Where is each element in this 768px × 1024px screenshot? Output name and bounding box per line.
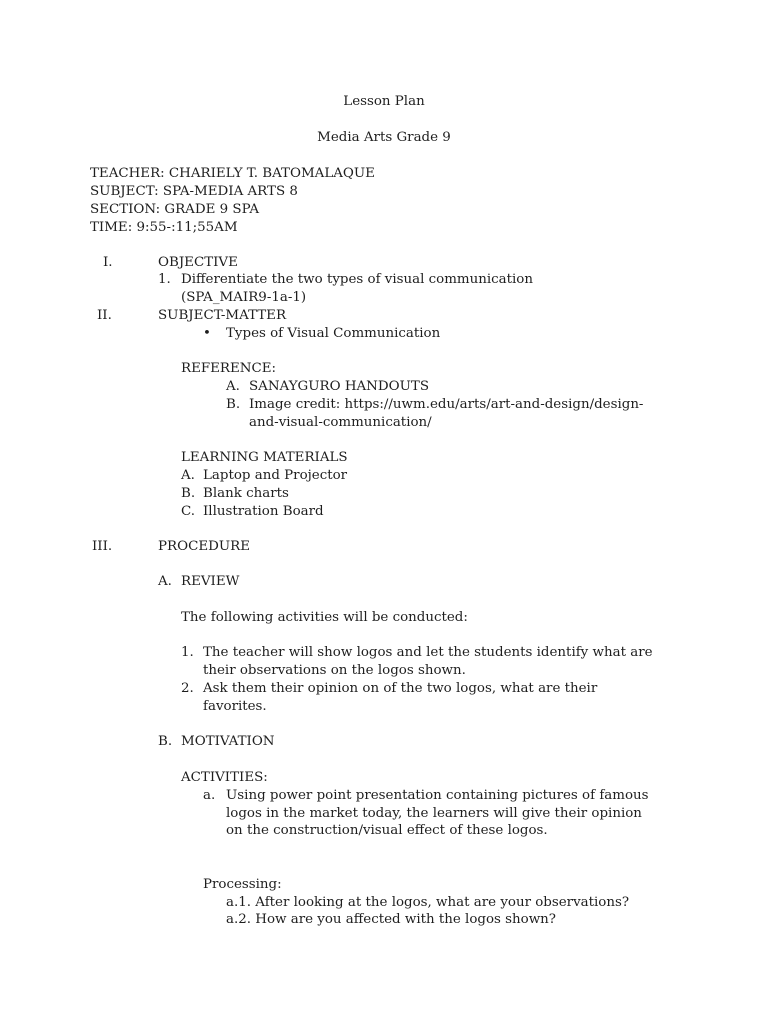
topic-text: Types of Visual Communication [226,326,441,341]
processing-question-1: a.1. After looking at the logos, what are your observations? [226,895,630,910]
processing-question-2: a.2. How are you affected with the logos shown? [226,912,556,927]
reference-letter-b: B. [226,397,241,412]
activity-text: Using power point presentation containing pictures of famous [226,788,649,803]
review-letter: A. [158,574,172,589]
objective-item-code: (SPA_MAIR9-1a-1) [181,290,307,305]
review-item-1-cont: their observations on the logos shown. [203,663,466,678]
section-numeral-1: I. [103,255,113,270]
material-item-a: Laptop and Projector [203,468,348,483]
material-letter-c: C. [181,504,196,519]
subject-line: SUBJECT: SPA-MEDIA ARTS 8 [90,184,298,199]
objective-item-text: Differentiate the two types of visual communication [181,272,533,287]
objective-heading: OBJECTIVE [158,255,238,270]
section-numeral-3: III. [92,539,113,554]
activities-heading: ACTIVITIES: [181,770,268,785]
teacher-line: TEACHER: CHARIELY T. BATOMALAQUE [90,166,375,181]
review-item-2: Ask them their opinion on of the two logos, what are their [203,681,598,696]
reference-item-b-cont: and-visual-communication/ [249,415,432,430]
review-item-number-2: 2. [181,681,194,696]
section-numeral-2: II. [97,308,112,323]
motivation-heading: MOTIVATION [181,734,275,749]
reference-heading: REFERENCE: [181,361,277,376]
document-subtitle: Media Arts Grade 9 [317,130,451,145]
time-line: TIME: 9:55-:11;55AM [90,220,238,235]
material-letter-b: B. [181,486,196,501]
reference-item-b: Image credit: https://uwm.edu/arts/art-and-design/design- [249,397,644,412]
activity-letter: a. [203,788,216,803]
material-item-b: Blank charts [203,486,289,501]
objective-item-number: 1. [158,272,171,287]
processing-heading: Processing: [203,877,282,892]
learning-materials-heading: LEARNING MATERIALS [181,450,348,465]
bullet-icon: • [203,326,211,341]
procedure-heading: PROCEDURE [158,539,250,554]
activity-text-cont-2: on the construction/visual effect of these logos. [226,823,548,838]
reference-item-a: SANAYGURO HANDOUTS [249,379,429,394]
motivation-letter: B. [158,734,173,749]
material-letter-a: A. [181,468,195,483]
review-item-number-1: 1. [181,645,194,660]
review-item-1: The teacher will show logos and let the students identify what are [203,645,653,660]
reference-letter-a: A. [226,379,240,394]
document-title: Lesson Plan [343,94,425,109]
section-line: SECTION: GRADE 9 SPA [90,202,260,217]
material-item-c: Illustration Board [203,504,324,519]
review-intro: The following activities will be conducted: [181,610,468,625]
subject-matter-heading: SUBJECT-MATTER [158,308,287,323]
activity-text-cont-1: logos in the market today, the learners will give their opinion [226,806,642,821]
review-item-2-cont: favorites. [203,699,267,714]
review-heading: REVIEW [181,574,240,589]
